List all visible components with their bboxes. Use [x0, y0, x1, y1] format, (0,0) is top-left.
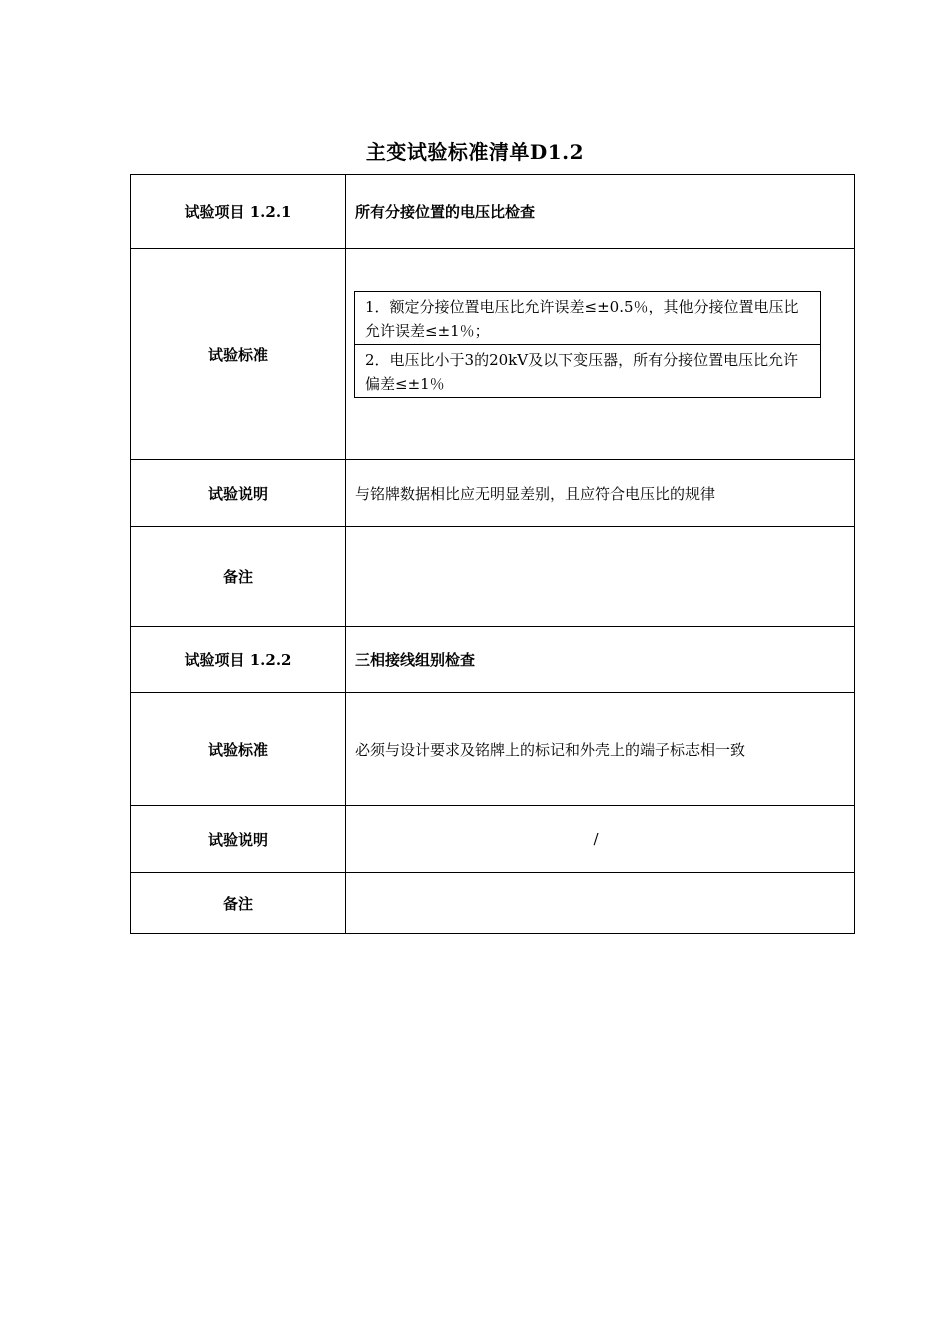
table-row	[131, 527, 855, 627]
page-title: 主变试验标准清单D1.2	[365, 140, 585, 164]
test-item-label: 试验项目 1.2.2	[131, 627, 346, 693]
standard-label: 试验标准	[131, 249, 346, 460]
table-row	[131, 175, 855, 249]
table-row	[131, 873, 855, 934]
standard-line-row	[355, 291, 821, 344]
table-row	[131, 806, 855, 873]
standard-line-row	[355, 344, 821, 397]
standard-value: 必须与设计要求及铭牌上的标记和外壳上的端子标志相一致	[346, 693, 855, 806]
table-row	[131, 460, 855, 527]
test-standard-table	[130, 174, 855, 934]
standard-label: 试验标准	[131, 693, 346, 806]
standard-subtable	[354, 291, 821, 398]
explain-label: 试验说明	[131, 806, 346, 873]
explain-label: 试验说明	[131, 460, 346, 527]
note-label: 备注	[131, 527, 346, 627]
note-value	[346, 873, 855, 934]
test-item-name: 三相接线组别检查	[346, 627, 855, 693]
test-item-label: 试验项目 1.2.1	[131, 175, 346, 249]
explain-value: /	[346, 806, 855, 873]
table-row	[131, 627, 855, 693]
standard-line: 2．电压比小于3的20kV及以下变压器，所有分接位置电压比允许偏差≤±1％	[355, 344, 821, 397]
test-item-name: 所有分接位置的电压比检查	[346, 175, 855, 249]
table-row	[131, 693, 855, 806]
explain-value: 与铭牌数据相比应无明显差别，且应符合电压比的规律	[346, 460, 855, 527]
standard-cell	[346, 249, 855, 460]
table-row	[131, 249, 855, 460]
note-label: 备注	[131, 873, 346, 934]
standard-line: 1．额定分接位置电压比允许误差≤±0.5％，其他分接位置电压比允许误差≤±1％；	[355, 291, 821, 344]
note-value	[346, 527, 855, 627]
